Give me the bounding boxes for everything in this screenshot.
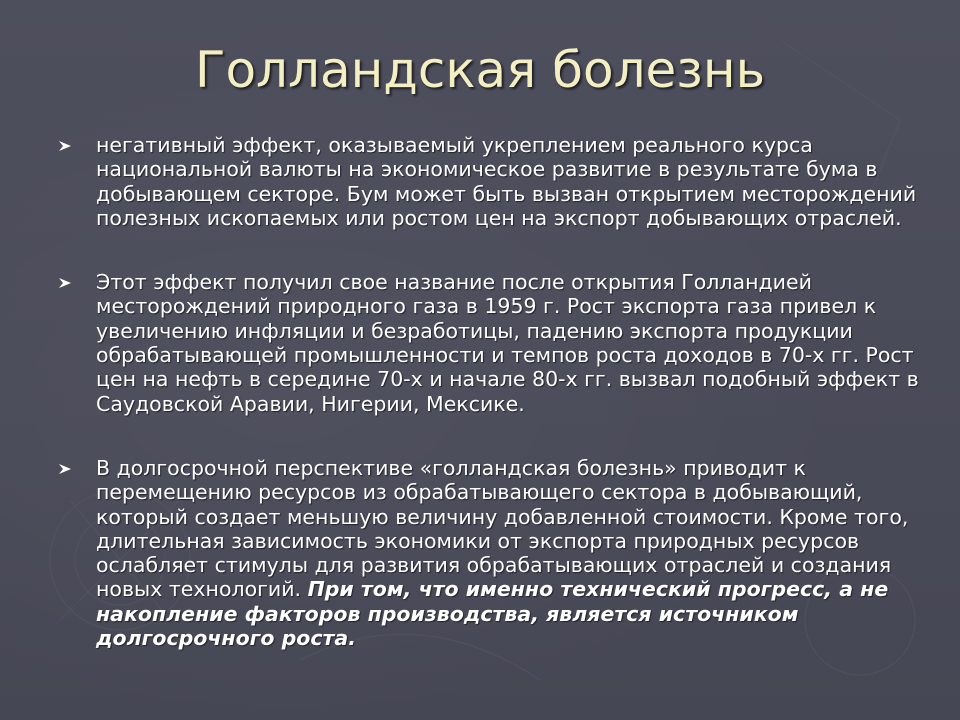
arrowhead-bullet-icon [58,463,72,475]
bullet-text: Этот эффект получил свое название после открытия Голландией месторождений природного газа в 1959 г. Рост экспорта газа привел к увеличению инфляции и безработицы, падению экспорта продукции обрабатывающей промышленности и темпов роста доходов в 70-х гг. Рост цен на нефть в середине 70-х и начале 80-х гг. вызвал подобный эффект в Саудовской Аравии, Нигерии, Мексике. [96,270,919,416]
bullet-item-long-term [58,456,938,650]
bullet-text: негативный эффект, оказываемый укреплением реального курса национальной валюты на экономическое развитие в результате бума в добывающем секторе. Бум может быть вызван открытием месторождений полезных ископаемых или ростом цен на экспорт добывающих отраслей. [96,133,917,230]
arrowhead-bullet-icon [58,277,72,289]
slide-title: Голландская болезнь [194,41,766,99]
emphasized-conclusion: При том, что именно технический прогресс, а не накопление факторов производства, является источником долгосрочного роста. [96,577,889,651]
bullet-text: В долгосрочной перспективе «голландская болезнь» приводит к перемещению ресурсов из обрабатывающего сектора в добывающий, который создает меньшую величину добавленной стоимости. Кроме того, длительная зависимость экономики от экспорта природных ресурсов ослабляет стимулы для развития обрабатывающих отраслей и создания новых технологий. [96,455,909,602]
bullet-item-definition [58,133,938,230]
bullet-item-origin [58,270,938,416]
bullet-list [58,133,938,650]
arrowhead-bullet-icon [58,140,72,152]
